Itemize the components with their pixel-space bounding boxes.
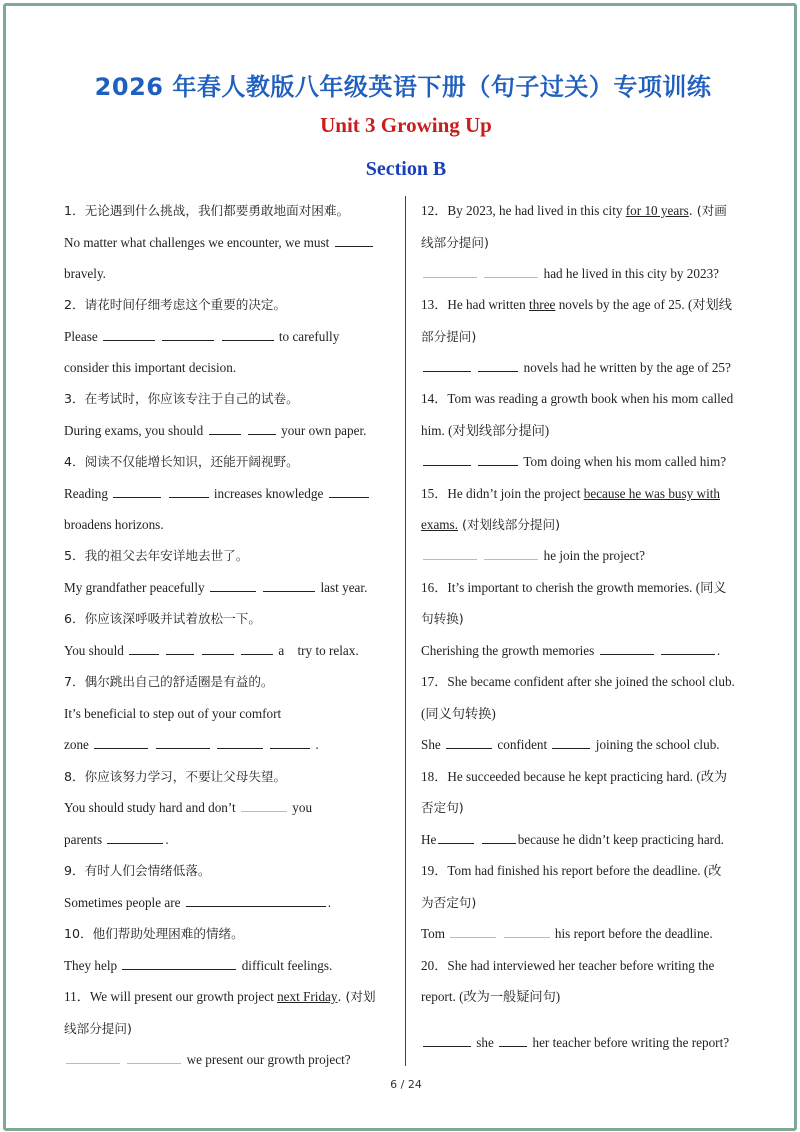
q17-blank-1[interactable]	[446, 736, 492, 749]
q2-chinese: 2．请花时间仔细考虑这个重要的决定。	[64, 297, 287, 312]
q2-text-b: to carefully	[278, 329, 340, 344]
q8-blank-1[interactable]	[241, 799, 287, 812]
q3-text-b: your own paper.	[281, 423, 367, 438]
q7-blank-3[interactable]	[217, 736, 263, 749]
q8-text-d: .	[165, 832, 169, 847]
q7-blank-2[interactable]	[156, 736, 210, 749]
q12-blank-2[interactable]	[484, 265, 538, 278]
q15-answer	[421, 547, 645, 565]
q19-blank-2[interactable]	[504, 925, 550, 938]
q18-answer	[421, 831, 724, 849]
q6-blank-2[interactable]	[166, 642, 194, 655]
q5-blank-1[interactable]	[210, 579, 256, 592]
q8-text-b: you	[292, 800, 313, 815]
q14-question: 14．Tom was reading a growth book when his mom called	[421, 391, 734, 406]
q10-chinese: 10．他们帮助处理困难的情绪。	[64, 926, 244, 941]
q12-answer	[421, 265, 719, 283]
q4-chinese: 4．阅读不仅能增长知识，还能开阔视野。	[64, 454, 299, 469]
q11-text-a: 11．We will present our growth project	[64, 989, 274, 1004]
q3-chinese: 3．在考试时，你应该专注于自己的试卷。	[64, 391, 299, 406]
q11-underlined: next Friday	[277, 989, 338, 1004]
q9-blank[interactable]	[186, 894, 326, 907]
q11-text-c: we present our growth project?	[186, 1052, 351, 1067]
q14-instruction: him. (对划线部分提问)	[421, 423, 550, 438]
q15-underlined-2: exams.	[421, 517, 458, 532]
q13-blank-1[interactable]	[423, 359, 471, 372]
q2-blank-2[interactable]	[162, 328, 214, 341]
q18-text-d: because he didn’t keep practicing hard.	[517, 832, 724, 847]
q8-english-2	[64, 831, 169, 849]
q19-blank-1[interactable]	[450, 925, 496, 938]
q20-text-c: she	[476, 1035, 494, 1050]
q4-text-b: increases knowledge	[213, 486, 324, 501]
q15-blank-1[interactable]	[423, 547, 477, 560]
q18-blank-2[interactable]	[482, 831, 516, 844]
q18-text-c: He	[421, 832, 437, 847]
q5-text-a: My grandfather peacefully	[64, 580, 205, 595]
q4-blank-1[interactable]	[113, 485, 161, 498]
q18-instruction: 否定句)	[421, 800, 464, 815]
q11-answer	[64, 1051, 351, 1069]
q12-question	[421, 202, 727, 220]
q16-text-d: .	[716, 643, 721, 658]
q11-blank-2[interactable]	[127, 1051, 181, 1064]
q18-question: 18．He succeeded because he kept practicing hard. (改为	[421, 769, 728, 784]
q7-chinese: 7．偶尔跳出自己的舒适圈是有益的。	[64, 674, 274, 689]
q17-answer	[421, 736, 720, 754]
q6-english	[64, 642, 359, 660]
q15-text-c: he join the project?	[543, 548, 646, 563]
q15-text-a: 15．He didn’t join the project	[421, 486, 581, 501]
column-divider	[405, 196, 406, 1066]
q15-text-b: (对划线部分提问)	[458, 517, 560, 532]
q20-text-d: her teacher before writing the report?	[532, 1035, 730, 1050]
q16-instruction: 句转换)	[421, 611, 464, 626]
q20-answer	[421, 1034, 729, 1052]
q9-text-b: .	[327, 895, 332, 910]
q6-text-a: You should	[64, 643, 124, 658]
q7-blank-1[interactable]	[94, 736, 148, 749]
q9-chinese: 9．有时人们会情绪低落。	[64, 863, 211, 878]
q2-text-a: Please	[64, 329, 98, 344]
q11-blank-1[interactable]	[66, 1051, 120, 1064]
q15-instruction	[421, 516, 560, 534]
q7-english: It’s beneficial to step out of your comfort	[64, 706, 282, 721]
q1-english	[64, 234, 375, 252]
q1-chinese: 1．无论遇到什么挑战，我们都要勇敢地面对困难。	[64, 203, 350, 218]
q12-blank-1[interactable]	[423, 265, 477, 278]
q7-english-2	[64, 736, 319, 754]
q13-answer	[421, 359, 731, 377]
q16-question: 16．It’s important to cherish the growth memories. (同义	[421, 580, 727, 595]
q15-underlined: because he was busy with	[583, 486, 720, 501]
q3-blank-1[interactable]	[209, 422, 241, 435]
q11-question	[64, 988, 376, 1006]
q4-text-a: Reading	[64, 486, 108, 501]
q10-text-b: difficult feelings.	[241, 958, 333, 973]
q13-instruction: 部分提问)	[421, 329, 477, 344]
worksheet-page	[3, 3, 797, 1131]
unit-heading: Unit 3 Growing Up	[320, 113, 492, 137]
q17-blank-2[interactable]	[552, 736, 590, 749]
q4-english-2: broadens horizons.	[64, 517, 164, 532]
q12-underlined: for 10 years	[625, 203, 689, 218]
q12-text-b: . (对画	[688, 203, 727, 218]
q16-answer	[421, 642, 720, 660]
q3-blank-2[interactable]	[248, 422, 276, 435]
q8-blank-2[interactable]	[107, 831, 163, 844]
q7-blank-4[interactable]	[270, 736, 310, 749]
q2-english	[64, 328, 339, 346]
q19-instruction: 为否定句)	[421, 895, 477, 910]
q19-answer	[421, 925, 713, 943]
q5-chinese: 5．我的祖父去年安详地去世了。	[64, 548, 249, 563]
q15-question	[421, 485, 720, 503]
q13-blank-2[interactable]	[478, 359, 518, 372]
q8-text-c: parents	[64, 832, 103, 847]
q16-blank-2[interactable]	[661, 642, 715, 655]
q6-blank-4[interactable]	[241, 642, 273, 655]
section-heading: Section B	[365, 158, 447, 180]
q4-blank-3[interactable]	[329, 485, 369, 498]
q11-text-b: . (对划	[337, 989, 376, 1004]
q12-text-c: had he lived in this city by 2023?	[543, 266, 720, 281]
q13-question	[421, 296, 732, 314]
q5-text-b: last year.	[320, 580, 368, 595]
q11-instruction: 线部分提问)	[64, 1021, 132, 1036]
q10-english	[64, 957, 332, 975]
q5-english	[64, 579, 367, 597]
q20-instruction: report. (改为一般疑问句)	[421, 989, 561, 1004]
q6-text-c: try to relax.	[297, 643, 359, 658]
q20-question: 20．She had interviewed her teacher before writing the	[421, 958, 715, 973]
q4-blank-2[interactable]	[169, 485, 209, 498]
page-title: 2026 年春人教版八年级英语下册（句子过关）专项训练	[94, 73, 712, 101]
q20-blank-1[interactable]	[423, 1034, 471, 1047]
q2-blank-3[interactable]	[222, 328, 274, 341]
q6-chinese: 6．你应该深呼吸并试着放松一下。	[64, 611, 261, 626]
q5-blank-2[interactable]	[263, 579, 315, 592]
q2-blank-1[interactable]	[103, 328, 155, 341]
q3-english	[64, 422, 366, 440]
q13-text-b: novels by the age of 25. (对划线	[558, 297, 732, 312]
q19-question: 19．Tom had finished his report before the deadline. (改	[421, 863, 722, 878]
q8-chinese: 8．你应该努力学习，不要让父母失望。	[64, 769, 287, 784]
q18-blank-1[interactable]	[438, 831, 474, 844]
q1-english-2: bravely.	[64, 266, 106, 281]
q13-underlined: three	[529, 297, 556, 312]
q2-english-2: consider this important decision.	[64, 360, 237, 375]
page-number: 6 / 24	[390, 1078, 422, 1091]
q10-text-a: They help	[64, 958, 118, 973]
q6-text-b: a	[278, 643, 285, 658]
q14-blank-2[interactable]	[478, 453, 518, 466]
q9-english	[64, 894, 331, 912]
q17-text-d: confident	[497, 737, 548, 752]
q7-text-a: zone	[64, 737, 89, 752]
q6-blank-1[interactable]	[129, 642, 159, 655]
q1-text: No matter what challenges we encounter, we must	[64, 235, 330, 250]
q6-blank-3[interactable]	[202, 642, 234, 655]
q1-blank[interactable]	[335, 234, 373, 247]
q4-english	[64, 485, 371, 503]
q17-question: 17．She became confident after she joined the school club.	[421, 674, 735, 689]
q12-instruction: 线部分提问)	[421, 235, 489, 250]
q20-blank-2[interactable]	[499, 1034, 527, 1047]
q14-answer	[421, 453, 726, 471]
q17-text-c: She	[421, 737, 441, 752]
q17-instruction: (同义句转换)	[421, 706, 496, 721]
q19-text-c: Tom	[421, 926, 445, 941]
q17-text-e: joining the school club.	[595, 737, 720, 752]
q12-text-a: 12．By 2023, he had lived in this city	[421, 203, 623, 218]
q3-text-a: During exams, you should	[64, 423, 204, 438]
q16-text-c: Cherishing the growth memories	[421, 643, 595, 658]
q9-text-a: Sometimes people are	[64, 895, 181, 910]
q14-blank-1[interactable]	[423, 453, 471, 466]
q10-blank[interactable]	[122, 957, 236, 970]
q8-text-a: You should study hard and don’t	[64, 800, 236, 815]
q16-blank-1[interactable]	[600, 642, 654, 655]
q7-text-b: .	[315, 737, 319, 752]
q14-text-c: Tom doing when his mom called him?	[523, 454, 727, 469]
q19-text-d: his report before the deadline.	[554, 926, 713, 941]
q13-text-c: novels had he written by the age of 25?	[523, 360, 731, 375]
q15-blank-2[interactable]	[484, 547, 538, 560]
q8-english	[64, 799, 312, 817]
q13-text-a: 13．He had written	[421, 297, 526, 312]
